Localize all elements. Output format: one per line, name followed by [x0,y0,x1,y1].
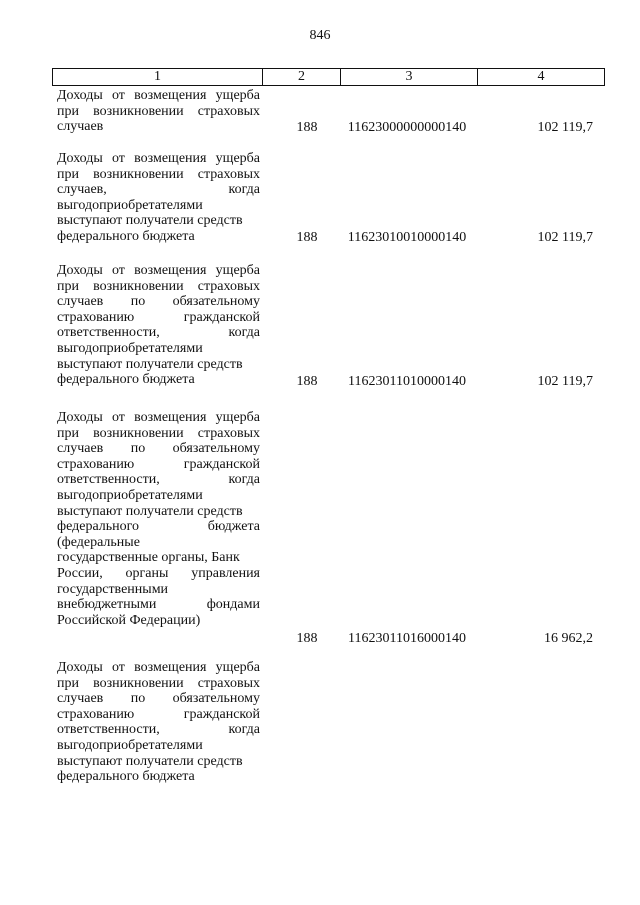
column-header-3: 3 [341,69,478,85]
column-header-1: 1 [53,69,263,85]
description-line: ответственности, когда [57,722,260,738]
row-description [57,410,260,628]
description-line: ответственности, когда [57,325,260,341]
row-description [57,151,260,245]
row-amount: 16 962,2 [544,631,593,646]
description-line: Доходы от возмещения ущерба [57,410,260,425]
row-amount: 102 119,7 [537,120,593,135]
description-line: Доходы от возмещения ущерба [57,660,260,675]
row-kbk: 11623011010000140 [348,374,466,389]
row-description [57,88,260,135]
description-line: выгодоприобретателями [57,737,203,753]
description-line: при возникновении страховых [57,103,260,119]
description-line: внебюджетными фондами [57,597,260,613]
description-line: выступают получатели средств [57,503,243,519]
description-line: выступают получатели средств [57,213,243,229]
table-row [57,410,605,645]
description-line: выгодоприобретателями [57,487,203,503]
description-line: случаев [57,119,104,135]
description-line: случаев по обязательному [57,294,260,310]
description-line: при возникновении страховых [57,166,260,182]
description-line: выступают получатели средств [57,753,243,769]
row-amount: 102 119,7 [537,374,593,389]
description-line: случаев по обязательному [57,441,260,457]
description-line: ответственности, когда [57,472,260,488]
row-kbk: 11623010010000140 [347,230,467,245]
description-line: федерального бюджета [57,519,260,535]
table-row [57,263,605,393]
row-code: 188 [296,631,318,646]
row-amount: 102 119,7 [537,230,593,245]
row-code: 188 [296,230,318,245]
description-line: страхованию гражданской [57,456,260,472]
description-line: при возникновении страховых [57,425,260,441]
table-row [57,660,605,790]
row-kbk: 11623011016000140 [348,631,466,646]
description-line: (федеральные [57,534,140,550]
description-line: России, органы управления [57,565,260,581]
row-description [57,263,260,388]
description-line: случаев по обязательному [57,691,260,707]
description-line: государственными [57,581,169,597]
description-line: федерального бюджета [57,228,195,244]
row-description [57,660,260,785]
table-row [57,88,605,138]
description-line: при возникновении страховых [57,278,260,294]
description-line: федерального бюджета [57,769,195,785]
description-line: при возникновении страховых [57,675,260,691]
description-line: федерального бюджета [57,372,195,388]
table-header-row [52,68,605,86]
description-line: страхованию гражданской [57,706,260,722]
description-line: выгодоприобретателями [57,340,203,356]
column-header-2: 2 [263,69,341,85]
column-header-4: 4 [537,69,545,84]
description-line: случаев, когда [57,182,260,198]
description-line: выступают получатели средств [57,356,243,372]
description-line: выгодоприобретателями [57,197,203,213]
description-line: Доходы от возмещения ущерба [57,151,260,166]
description-line: страхованию гражданской [57,309,260,325]
row-code: 188 [296,120,318,135]
description-line: Доходы от возмещения ущерба [57,88,260,103]
description-line: государственные органы, Банк [57,550,240,566]
description-line: Российской Федерации) [57,612,201,628]
page-number: 846 [309,28,331,43]
description-line: Доходы от возмещения ущерба [57,263,260,278]
row-code: 188 [296,374,318,389]
table-row [57,151,605,251]
row-kbk: 11623000000000140 [347,120,467,135]
